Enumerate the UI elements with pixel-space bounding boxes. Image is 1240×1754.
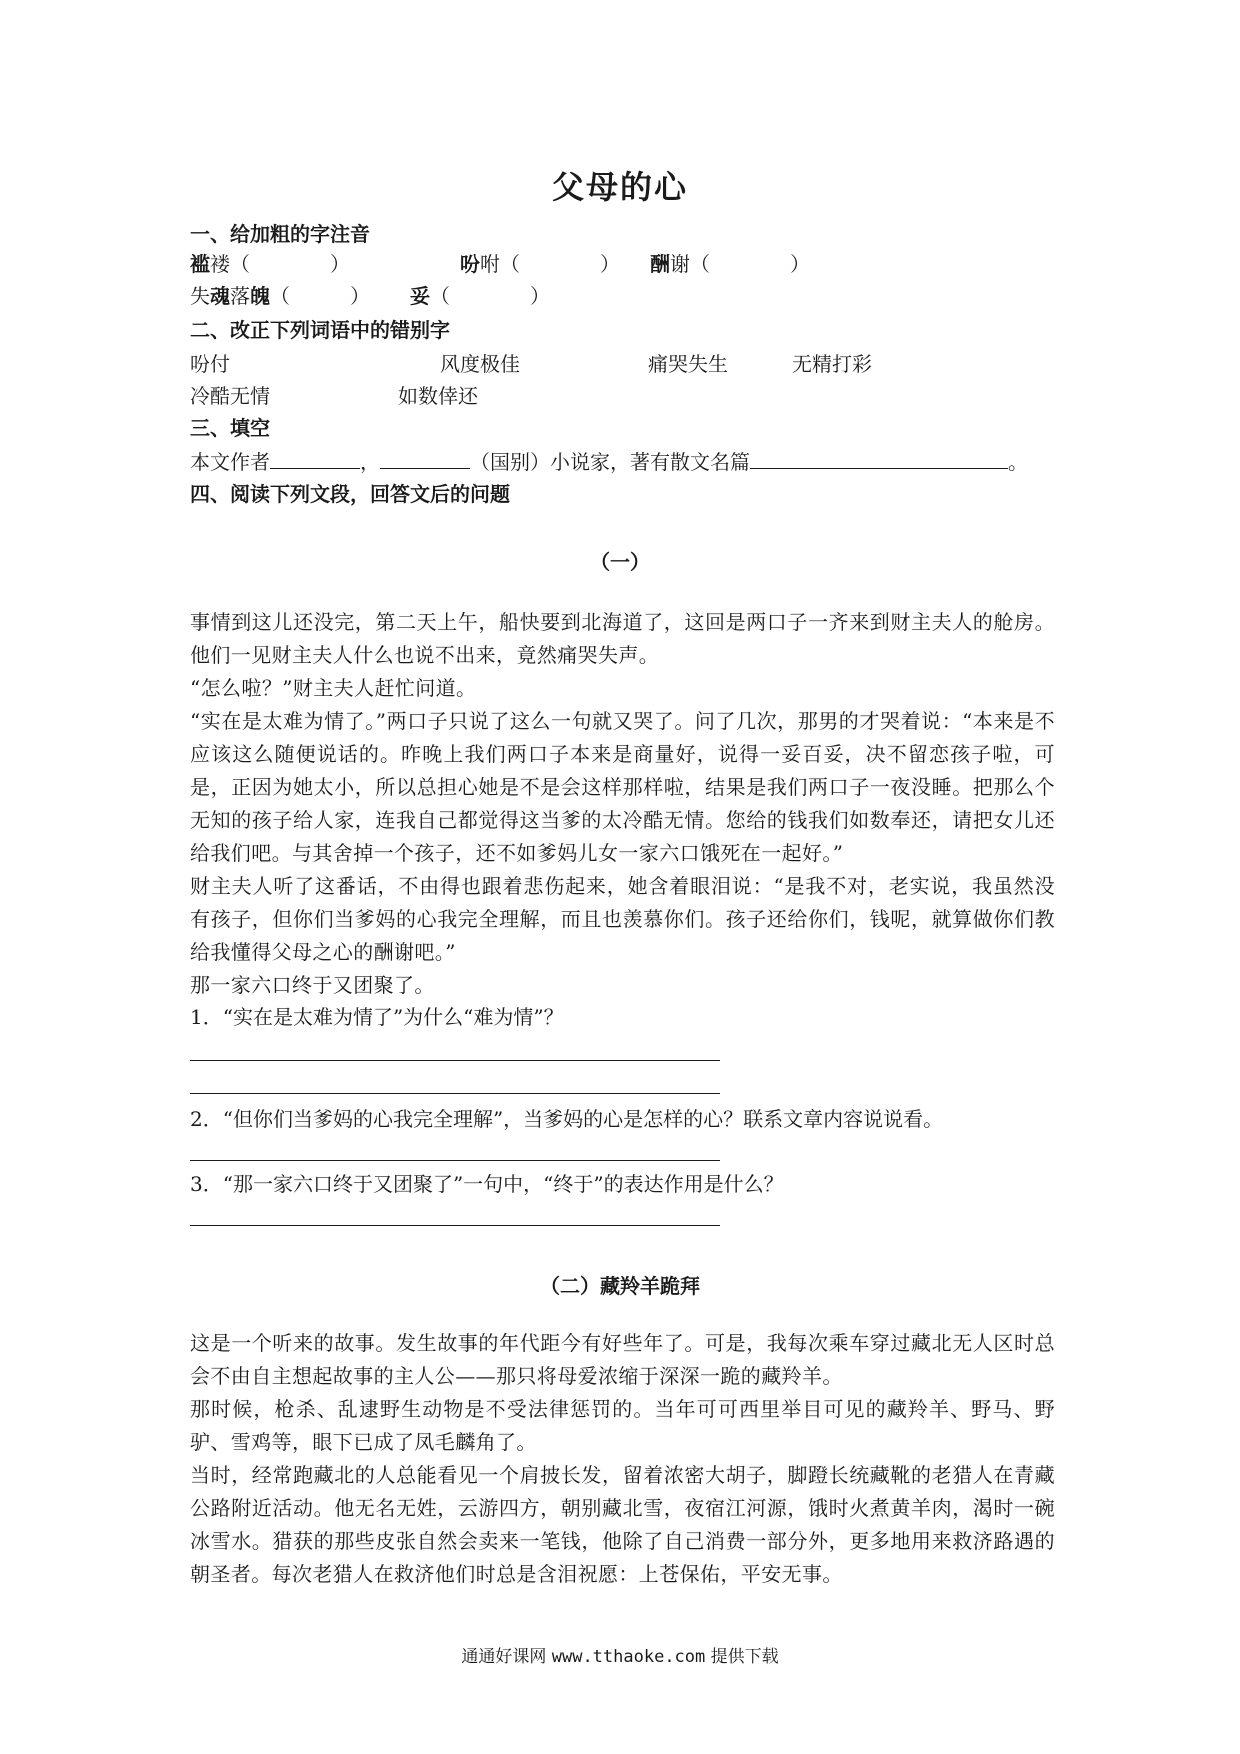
footer-url[interactable]: www.tthaoke.com <box>551 1647 706 1667</box>
answer-line[interactable] <box>190 1093 720 1094</box>
blank-author[interactable] <box>270 446 360 469</box>
item-text: 褛（ ） <box>210 252 350 276</box>
typo-word: 无精打彩 <box>792 352 872 376</box>
bold-char: 褴 <box>190 252 210 276</box>
fill-text: ， <box>360 450 380 474</box>
paragraph: 事情到这儿还没完，第二天上午，船快要到北海道了，这回是两口子一齐来到财主夫人的舱房。他们一见财主夫人什么也说不出来，竟然痛哭失声。 <box>190 610 1055 667</box>
typo-word: 痛哭失生 <box>648 352 728 376</box>
paragraph: 这是一个听来的故事。发生故事的年代距今有好些年了。可是，我每次乘车穿过藏北无人区时总会不由自主想起故事的主人公——那只将母爱浓缩于深深一跪的藏羚羊。 <box>190 1331 1055 1388</box>
item-text: 失 <box>190 284 210 308</box>
passage-2-title: （二）藏羚羊跪拜 <box>540 1274 700 1298</box>
section-1-heading: 一、给加粗的字注音 <box>190 222 370 246</box>
paragraph: 那一家六口终于又团聚了。 <box>190 973 435 997</box>
typo-word: 吩付 <box>190 352 230 376</box>
question-3: 3．“那一家六口终于又团聚了”一句中，“终于”的表达作用是什么？ <box>190 1172 784 1196</box>
paragraph: 财主夫人听了这番话，不由得也跟着悲伤起来，她含着眼泪说：“是我不对，老实说，我虽然没有孩子，但你们当爹妈的心我完全理解，而且也羡慕你们。孩子还给你们，钱呢，就算做你们教给我懂得父母之心的酬谢吧。” <box>190 874 1055 964</box>
fill-text: 。 <box>1008 450 1028 474</box>
paragraph: “怎么啦？”财主夫人赶忙问道。 <box>190 676 477 700</box>
section-2-heading: 二、改正下列词语中的错别字 <box>190 318 450 342</box>
pinyin-item-2 <box>460 250 620 278</box>
item-text: 谢（ ） <box>670 252 810 276</box>
section-3-heading: 三、填空 <box>190 416 270 440</box>
typo-word: 冷酷无情 <box>190 384 270 408</box>
bold-char: 妥 <box>410 284 430 308</box>
fill-text: 本文作者 <box>190 450 270 474</box>
typo-word: 如数倖还 <box>398 384 478 408</box>
page-title: 父母的心 <box>551 168 688 206</box>
item-text: 咐（ ） <box>480 252 620 276</box>
section-4-heading: 四、阅读下列文段，回答文后的问题 <box>190 482 510 506</box>
answer-line[interactable] <box>190 1060 720 1061</box>
typo-word: 风度极佳 <box>440 352 520 376</box>
question-1: 1．“实在是太难为情了”为什么“难为情”？ <box>190 1005 564 1029</box>
fill-in-sentence <box>190 446 1028 476</box>
item-text: （ ） <box>430 284 550 308</box>
blank-essay-title[interactable] <box>750 446 1008 469</box>
fill-text: （国别）小说家，著有散文名篇 <box>470 450 750 474</box>
footer <box>0 1642 1240 1667</box>
item-text: 落 <box>230 284 250 308</box>
bold-char: 魄 <box>250 284 270 308</box>
pinyin-item-1 <box>190 250 350 278</box>
answer-line[interactable] <box>190 1160 720 1161</box>
passage-2-text <box>190 1327 1055 1591</box>
paragraph: “实在是太难为情了。”两口子只说了这么一句就又哭了。问了几次，那男的才哭着说：“本来是不应该这么随便说话的。昨晚上我们两口子本来是商量好，说得一妥百妥，决不留恋孩子啦，可是，正因为她太小，所以总担心她是不是会这样那样啦，结果是我们两口子一夜没睡。把那么个无知的孩子给人家，连我自己都觉得这当爹的太冷酷无情。您给的钱我们如数奉还，请把女儿还给我们吧。与其舍掉一个孩子，还不如爹妈儿女一家六口饿死在一起好。” <box>190 709 1055 865</box>
question-2: 2．“但你们当爹妈的心我完全理解”，当爹妈的心是怎样的心？联系文章内容说说看。 <box>190 1107 944 1131</box>
pinyin-item-4 <box>190 282 370 310</box>
bold-char: 酬 <box>650 252 670 276</box>
paragraph: 当时，经常跑藏北的人总能看见一个肩披长发，留着浓密大胡子，脚蹬长统藏靴的老猎人在青藏公路附近活动。他无名无姓，云游四方，朝别藏北雪，夜宿江河源，饿时火煮黄羊肉，渴时一碗冰雪水。猎获的那些皮张自然会卖来一笔钱，他除了自己消费一部分外，更多地用来救济路遇的朝圣者。每次老猎人在救济他们时总是含泪祝愿：上苍保佑，平安无事。 <box>190 1463 1055 1586</box>
answer-line[interactable] <box>190 1225 720 1226</box>
blank-country[interactable] <box>380 446 470 469</box>
footer-site: 通通好课网 <box>461 1647 547 1667</box>
pinyin-item-3 <box>650 250 810 278</box>
pinyin-item-5 <box>410 282 550 310</box>
bold-char: 魂 <box>210 284 230 308</box>
passage-1-title: （一） <box>590 550 650 574</box>
footer-suffix: 提供下载 <box>710 1647 779 1667</box>
paragraph: 那时候，枪杀、乱逮野生动物是不受法律惩罚的。当年可可西里举目可见的藏羚羊、野马、野驴、雪鸡等，眼下已成了凤毛麟角了。 <box>190 1397 1055 1454</box>
item-text: （ ） <box>270 284 370 308</box>
passage-1-text <box>190 606 1055 1002</box>
bold-char: 吩 <box>460 252 480 276</box>
